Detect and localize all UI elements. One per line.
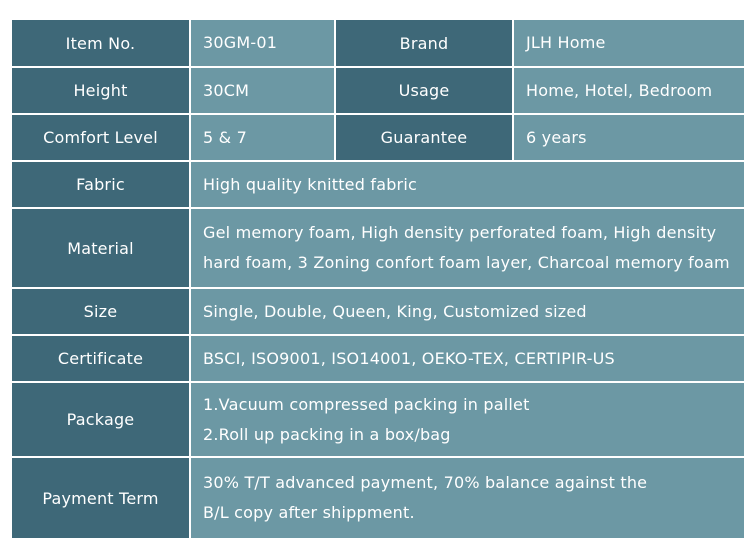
- fabric-label: Fabric: [12, 162, 189, 207]
- package-value: [191, 383, 744, 456]
- usage-label: Usage: [336, 68, 512, 113]
- material-label: Material: [12, 209, 189, 287]
- usage-value: Home, Hotel, Bedroom: [514, 68, 744, 113]
- package-line-1: 1.Vacuum compressed packing in pallet: [203, 394, 530, 414]
- item-no-value: 30GM-01: [191, 20, 334, 66]
- payment-term-value: [191, 458, 744, 538]
- brand-label: Brand: [336, 20, 512, 66]
- payment-term-label: Payment Term: [12, 458, 189, 538]
- guarantee-value: 6 years: [514, 115, 744, 160]
- comfort-level-value: 5 & 7: [191, 115, 334, 160]
- guarantee-label: Guarantee: [336, 115, 512, 160]
- package-line-2: 2.Roll up packing in a box/bag: [203, 424, 451, 444]
- fabric-value: High quality knitted fabric: [191, 162, 744, 207]
- material-value: [191, 209, 744, 287]
- payment-term-line-1: 30% T/T advanced payment, 70% balance against the: [203, 473, 648, 492]
- product-spec-table: [12, 20, 738, 522]
- payment-term-line-2: B/L copy after shippment.: [203, 503, 415, 522]
- comfort-level-label: Comfort Level: [12, 115, 189, 160]
- size-value: Single, Double, Queen, King, Customized sized: [191, 289, 744, 334]
- height-label: Height: [12, 68, 189, 113]
- package-label: Package: [12, 383, 189, 456]
- certificate-value: BSCI, ISO9001, ISO14001, OEKO-TEX, CERTIPIR-US: [191, 336, 744, 381]
- certificate-label: Certificate: [12, 336, 189, 381]
- material-line-2: hard foam, 3 Zoning confort foam layer, Charcoal memory foam: [203, 253, 730, 272]
- size-label: Size: [12, 289, 189, 334]
- brand-value: JLH Home: [514, 20, 744, 66]
- height-value: 30CM: [191, 68, 334, 113]
- item-no-label: Item No.: [12, 20, 189, 66]
- material-line-1: Gel memory foam, High density perforated foam, High density: [203, 223, 717, 242]
